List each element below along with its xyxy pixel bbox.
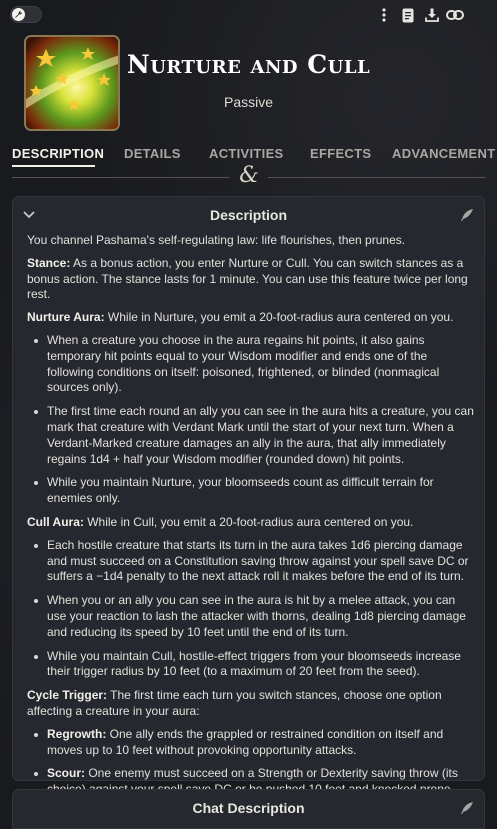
ampersand-ornament: & bbox=[239, 163, 259, 188]
cycle-label: Cycle Trigger: bbox=[27, 688, 108, 703]
chat-description-section[interactable] bbox=[12, 789, 485, 829]
nurture-paragraph bbox=[27, 310, 474, 326]
nurture-text: While in Nurture, you emit a 20-foot-radius aura centered on you. bbox=[104, 310, 454, 325]
list-item: Each hostile creature that starts its turn in the aura takes 1d6 piercing damage and must succeed on a Constitution saving throw against your spell save DC or suffers a −1d4 penalty to the next attack roll it makes before the end of its turn. bbox=[27, 538, 474, 585]
stance-text: As a bonus action, you enter Nurture or Cull. You can switch stances as a bonus action. The stance lasts for 1 minute. You can use this feature twice per long rest. bbox=[27, 255, 468, 302]
nurture-label: Nurture Aura: bbox=[27, 310, 105, 325]
cycle-paragraph bbox=[27, 688, 474, 720]
list-item bbox=[27, 727, 474, 759]
intro-text: You channel Pashama's self-regulating law: life flourishes, then prunes. bbox=[27, 233, 406, 247]
cull-text: While in Cull, you emit a 20-foot-radius aura centered on you. bbox=[83, 514, 414, 529]
scroll-icon[interactable] bbox=[399, 6, 417, 24]
list-item: When a creature you choose in the aura regains hit points, it also gains temporary hit points equal to your Wisdom modifier and ends one of the following conditions on itself: poisoned, frightened, or blinded (nonmagical sources only). bbox=[27, 333, 474, 396]
tab-activities[interactable]: ACTIVITIES bbox=[209, 146, 284, 161]
top-bar bbox=[0, 0, 497, 30]
tab-details[interactable]: DETAILS bbox=[124, 146, 181, 161]
page-title: Nurture and Cull bbox=[126, 50, 371, 79]
scour-label: Scour: bbox=[47, 766, 86, 781]
cycle-text: The first time each turn you switch stances, choose one option affecting a creature in your aura: bbox=[27, 688, 442, 718]
regrowth-label: Regrowth: bbox=[47, 726, 107, 741]
description-heading: Description bbox=[209, 207, 287, 223]
stance-label: Stance: bbox=[27, 255, 71, 270]
link-icon[interactable] bbox=[446, 6, 464, 24]
description-body bbox=[27, 233, 474, 806]
download-icon[interactable] bbox=[423, 6, 441, 24]
cull-paragraph bbox=[27, 515, 474, 531]
feature-portrait[interactable] bbox=[24, 35, 120, 131]
divider-left bbox=[12, 177, 230, 178]
tab-effects[interactable]: EFFECTS bbox=[310, 146, 372, 161]
list-item: While you maintain Nurture, your bloomseeds count as difficult terrain for enemies only. bbox=[27, 475, 474, 507]
stance-paragraph bbox=[27, 256, 474, 303]
list-item: The first time each round an ally you can see in the aura hits a creature, you can mark that creature with Verdant Mark until the start of your next turn. When a Verdant-Marked creature damages an ally in the aura, that ally immediately regains 1d4 + half your Wisdom modifier (rounded down) hit points. bbox=[27, 404, 474, 467]
nurture-list bbox=[27, 333, 474, 507]
scour-text: One enemy must succeed on a Strength or Dexterity saving throw (its bbox=[88, 766, 458, 781]
tab-description[interactable]: DESCRIPTION bbox=[12, 146, 105, 161]
active-tab-underline bbox=[12, 165, 95, 167]
quill-edit-icon[interactable] bbox=[460, 801, 474, 815]
list-item: When you or an ally you can see in the aura is hit by a melee attack, you can use your reaction to lash the attacker with thorns, dealing 1d8 piercing damage and reducing its speed by 10 feet until the end of its turn. bbox=[27, 593, 474, 640]
feature-type: Passive bbox=[223, 94, 274, 110]
tab-advancement[interactable]: ADVANCEMENT bbox=[392, 146, 496, 161]
quill-edit-icon[interactable] bbox=[460, 208, 474, 222]
description-section bbox=[12, 196, 485, 781]
cull-list bbox=[27, 538, 474, 680]
cull-label: Cull Aura: bbox=[27, 514, 84, 529]
chat-description-heading: Chat Description bbox=[192, 800, 305, 816]
menu-dots-icon[interactable] bbox=[375, 6, 393, 24]
wrench-icon bbox=[12, 8, 25, 21]
regrowth-text: One ally ends the grappled or restrained condition on itself and moves up to 10 feet without provoking opportunity attacks. bbox=[47, 726, 444, 757]
description-header[interactable] bbox=[13, 197, 484, 233]
list-item: While you maintain Cull, hostile-effect triggers from your bloomseeds increase their trigger radius by 10 feet (to a maximum of 20 feet from the seed). bbox=[27, 649, 474, 681]
mode-toggle[interactable] bbox=[10, 6, 42, 23]
cycle-list bbox=[27, 727, 474, 798]
divider-right bbox=[268, 177, 486, 178]
